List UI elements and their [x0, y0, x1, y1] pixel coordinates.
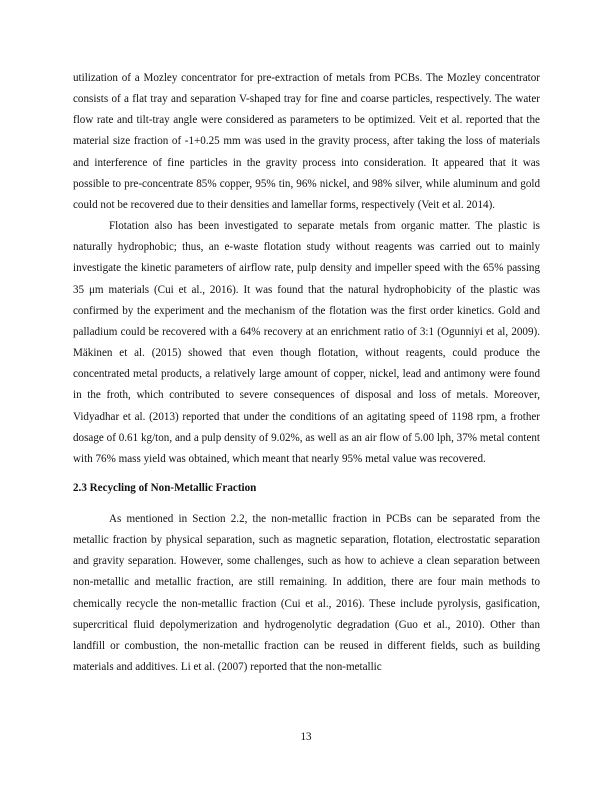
paragraph-gravity-separation: utilization of a Mozley concentrator for pre-extraction of metals from PCBs. The Mozley concentrator consists of a flat tray and separation V-shaped tray for fine and coarse particles, respectively. The water flow rate and tilt-tray angle were considered as parameters to be optimized. Veit et al. reported that the material size fraction of -1+0.25 mm was used in the gravity process, after taking the loss of materials and interference of fine particles in the gravity process into consideration. It appeared that it was possible to pre-concentrate 85% copper, 95% tin, 96% nickel, and 98% silver, while aluminum and gold could not be recovered due to their densities and lamellar forms, respectively (Veit et al. 2014).	[73, 72, 540, 211]
page-number: 13	[300, 731, 312, 743]
body-text	[73, 68, 540, 678]
paragraph-non-metallic: As mentioned in Section 2.2, the non-metallic fraction in PCBs can be separated from the metallic fraction by physical separation, such as magnetic separation, flotation, electrostatic separation and gravity separation. However, some challenges, such as how to achieve a clean separation between non-metallic and metallic fraction, are still remaining. In addition, there are four main methods to chemically recycle the non-metallic fraction (Cui et al., 2016). These include pyrolysis, gasification, supercritical fluid depolymerization and hydrogenolytic degradation (Guo et al., 2010). Other than landfill or combustion, the non-metallic fraction can be reused in different fields, such as building materials and additives. Li et al. (2007) reported that the non-metallic	[73, 512, 540, 674]
section-heading: 2.3 Recycling of Non-Metallic Fraction	[73, 481, 257, 494]
paragraph-flotation: Flotation also has been investigated to separate metals from organic matter. The plastic is naturally hydrophobic; thus, an e-waste flotation study without reagents was carried out to mainly investigate the kinetic parameters of airflow rate, pulp density and impeller speed with the 65% passing 35 μm materials (Cui et al., 2016). It was found that the natural hydrophobicity of the plastic was confirmed by the experiment and the mechanism of the flotation was the first order kinetics. Gold and palladium could be recovered with a 64% recovery at an enrichment ratio of 3:1 (Ogunniyi et al, 2009). Mäkinen et al. (2015) showed that even though flotation, without reagents, could produce the concentrated metal products, a relatively large amount of copper, nickel, lead and antimony were found in the froth, which contributed to severe consequences of disposal and loss of metals. Moreover, Vidyadhar et al. (2013) reported that under the conditions of an agitating speed of 1198 rpm, a frother dosage of 0.61 kg/ton, and a pulp density of 9.02%, as well as an air flow of 5.00 lph, 37% metal content with 76% mass yield was obtained, which meant that nearly 95% metal value was recovered.	[73, 220, 540, 465]
